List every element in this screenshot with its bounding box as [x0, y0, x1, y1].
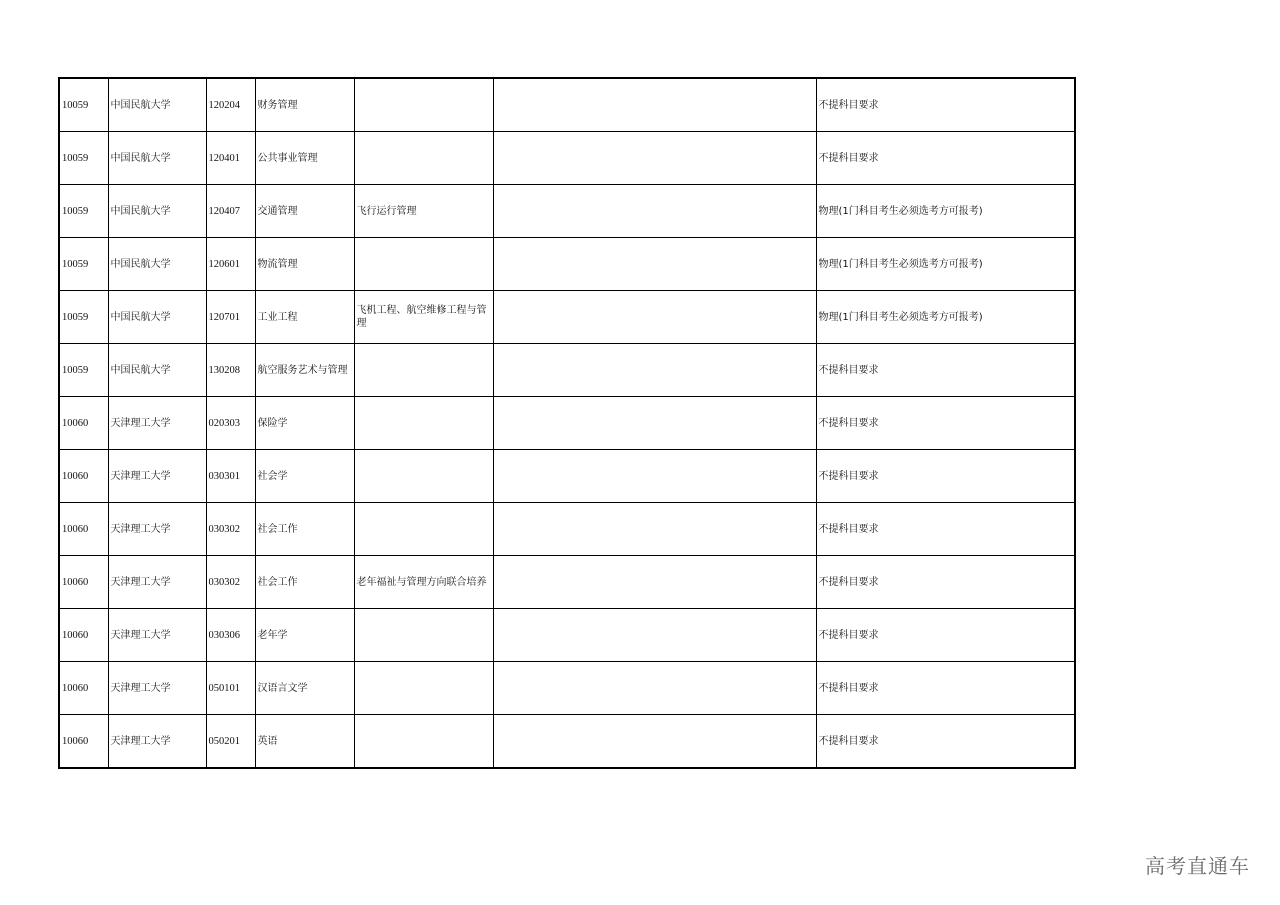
direction-cell: [354, 503, 493, 556]
note-cell: [493, 78, 816, 132]
major-name-cell: 英语: [255, 715, 354, 769]
table-body: [59, 78, 1075, 768]
major-code-cell: 120601: [206, 238, 255, 291]
table-row: [59, 450, 1075, 503]
school-code-cell: 10060: [59, 450, 108, 503]
major-name-cell: 老年学: [255, 609, 354, 662]
subject-requirement-cell: 不提科目要求: [816, 344, 1075, 397]
major-name-cell: 社会工作: [255, 556, 354, 609]
school-name-cell: 天津理工大学: [108, 397, 206, 450]
table-row: [59, 397, 1075, 450]
subject-requirement-cell: 不提科目要求: [816, 715, 1075, 769]
subject-requirement-cell: 不提科目要求: [816, 450, 1075, 503]
note-cell: [493, 291, 816, 344]
table-row: [59, 609, 1075, 662]
major-name-cell: 社会工作: [255, 503, 354, 556]
school-name-cell: 中国民航大学: [108, 344, 206, 397]
major-code-cell: 030302: [206, 556, 255, 609]
direction-cell: [354, 344, 493, 397]
school-name-cell: 天津理工大学: [108, 556, 206, 609]
direction-cell: [354, 450, 493, 503]
subject-requirement-cell: 不提科目要求: [816, 556, 1075, 609]
direction-cell: [354, 609, 493, 662]
note-cell: [493, 556, 816, 609]
major-code-cell: 050101: [206, 662, 255, 715]
table-row: [59, 238, 1075, 291]
subject-requirement-cell: 物理(1门科目考生必须选考方可报考): [816, 185, 1075, 238]
note-cell: [493, 397, 816, 450]
note-cell: [493, 238, 816, 291]
school-code-cell: 10060: [59, 609, 108, 662]
major-name-cell: 交通管理: [255, 185, 354, 238]
major-code-cell: 030301: [206, 450, 255, 503]
major-code-cell: 120407: [206, 185, 255, 238]
table-row: [59, 291, 1075, 344]
note-cell: [493, 715, 816, 769]
major-code-cell: 120204: [206, 78, 255, 132]
subject-requirement-cell: 不提科目要求: [816, 132, 1075, 185]
requirements-table-sheet: [58, 77, 1074, 769]
table-row: [59, 556, 1075, 609]
major-code-cell: 030306: [206, 609, 255, 662]
major-name-cell: 公共事业管理: [255, 132, 354, 185]
direction-cell: [354, 132, 493, 185]
direction-cell: 飞行运行管理: [354, 185, 493, 238]
table-row: [59, 715, 1075, 769]
school-name-cell: 中国民航大学: [108, 291, 206, 344]
school-code-cell: 10059: [59, 132, 108, 185]
direction-cell: [354, 78, 493, 132]
school-code-cell: 10060: [59, 715, 108, 769]
school-code-cell: 10060: [59, 662, 108, 715]
note-cell: [493, 662, 816, 715]
subject-requirement-cell: 不提科目要求: [816, 609, 1075, 662]
major-name-cell: 汉语言文学: [255, 662, 354, 715]
major-code-cell: 120701: [206, 291, 255, 344]
direction-cell: 老年福祉与管理方向联合培养: [354, 556, 493, 609]
school-name-cell: 天津理工大学: [108, 662, 206, 715]
note-cell: [493, 503, 816, 556]
school-name-cell: 天津理工大学: [108, 450, 206, 503]
school-code-cell: 10059: [59, 185, 108, 238]
major-name-cell: 社会学: [255, 450, 354, 503]
subject-requirement-cell: 不提科目要求: [816, 78, 1075, 132]
school-name-cell: 中国民航大学: [108, 238, 206, 291]
subject-requirement-cell: 物理(1门科目考生必须选考方可报考): [816, 291, 1075, 344]
subject-requirement-cell: 不提科目要求: [816, 662, 1075, 715]
major-name-cell: 财务管理: [255, 78, 354, 132]
school-code-cell: 10059: [59, 78, 108, 132]
table-row: [59, 185, 1075, 238]
table-row: [59, 344, 1075, 397]
school-name-cell: 中国民航大学: [108, 132, 206, 185]
direction-cell: [354, 397, 493, 450]
school-name-cell: 中国民航大学: [108, 78, 206, 132]
school-name-cell: 中国民航大学: [108, 185, 206, 238]
watermark: 高考直通车: [1145, 854, 1250, 878]
major-code-cell: 020303: [206, 397, 255, 450]
note-cell: [493, 185, 816, 238]
subject-requirement-cell: 不提科目要求: [816, 503, 1075, 556]
table-row: [59, 78, 1075, 132]
major-code-cell: 120401: [206, 132, 255, 185]
school-name-cell: 天津理工大学: [108, 609, 206, 662]
school-code-cell: 10059: [59, 291, 108, 344]
note-cell: [493, 344, 816, 397]
school-code-cell: 10060: [59, 556, 108, 609]
direction-cell: [354, 662, 493, 715]
table-row: [59, 503, 1075, 556]
requirements-table: [58, 77, 1076, 769]
major-name-cell: 物流管理: [255, 238, 354, 291]
major-code-cell: 030302: [206, 503, 255, 556]
major-code-cell: 050201: [206, 715, 255, 769]
table-row: [59, 132, 1075, 185]
note-cell: [493, 450, 816, 503]
note-cell: [493, 609, 816, 662]
school-code-cell: 10060: [59, 397, 108, 450]
school-code-cell: 10059: [59, 238, 108, 291]
major-code-cell: 130208: [206, 344, 255, 397]
major-name-cell: 航空服务艺术与管理: [255, 344, 354, 397]
major-name-cell: 保险学: [255, 397, 354, 450]
subject-requirement-cell: 物理(1门科目考生必须选考方可报考): [816, 238, 1075, 291]
major-name-cell: 工业工程: [255, 291, 354, 344]
subject-requirement-cell: 不提科目要求: [816, 397, 1075, 450]
school-name-cell: 天津理工大学: [108, 715, 206, 769]
table-row: [59, 662, 1075, 715]
note-cell: [493, 132, 816, 185]
school-name-cell: 天津理工大学: [108, 503, 206, 556]
direction-cell: [354, 715, 493, 769]
school-code-cell: 10059: [59, 344, 108, 397]
school-code-cell: 10060: [59, 503, 108, 556]
direction-cell: [354, 238, 493, 291]
direction-cell: 飞机工程、航空维修工程与管理: [354, 291, 493, 344]
